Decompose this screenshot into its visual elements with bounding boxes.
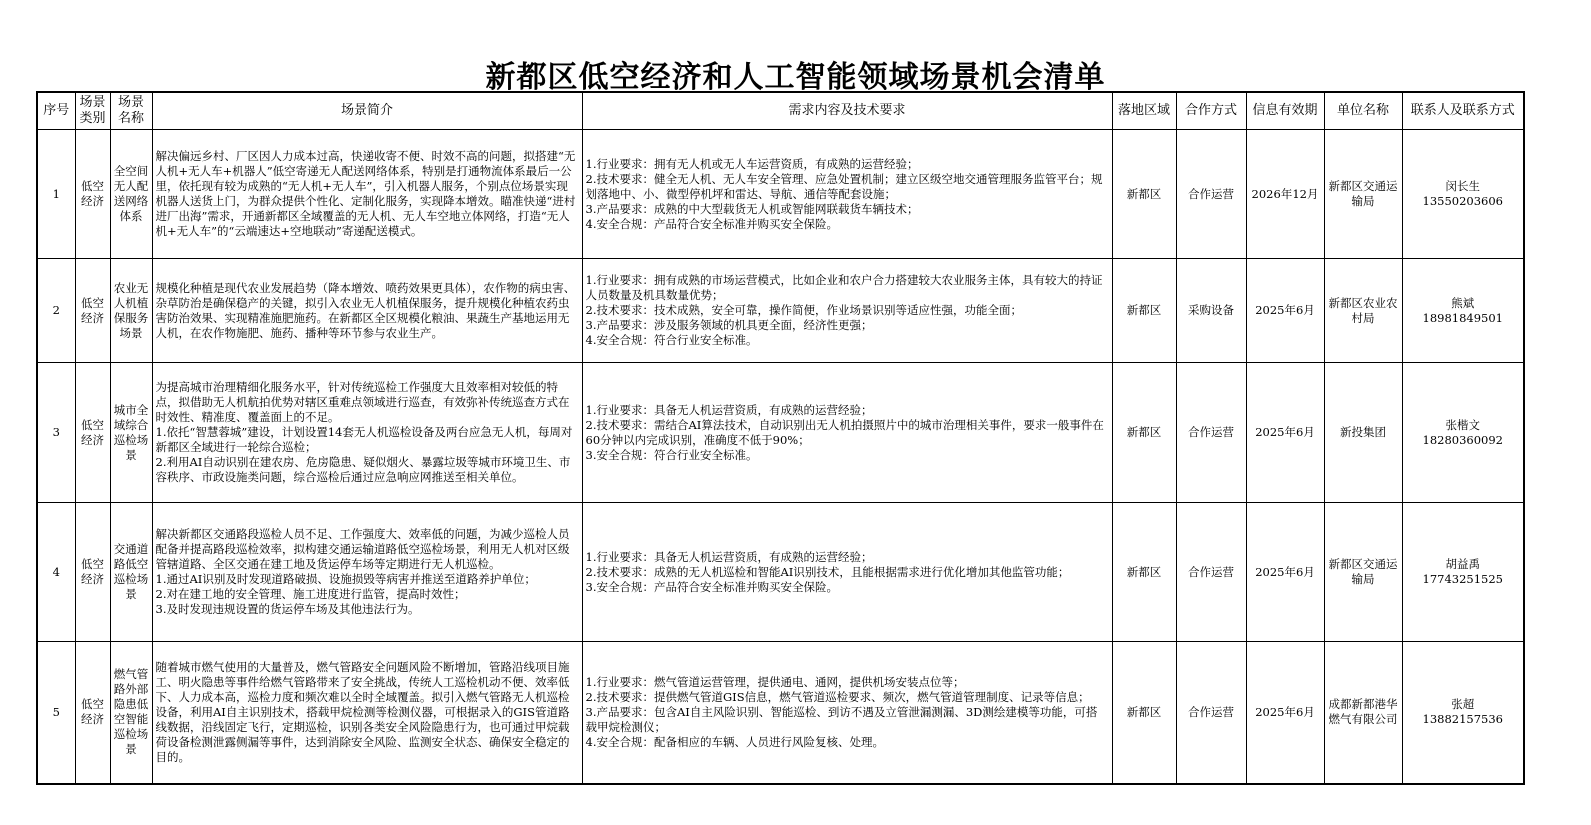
row-seq: 2 [37, 259, 75, 363]
row-coop: 合作运营 [1176, 642, 1246, 784]
row-category: 低空经济 [75, 259, 110, 363]
col-header-valid: 信息有效期 [1246, 92, 1324, 130]
col-header-category: 场景类别 [75, 92, 110, 130]
row-contact [1402, 363, 1524, 503]
row-seq: 4 [37, 503, 75, 642]
contact-phone: 18981849501 [1422, 310, 1503, 325]
row-contact [1402, 259, 1524, 363]
row-name: 燃气管路外部隐患低空智能巡检场景 [110, 642, 152, 784]
row-coop: 采购设备 [1176, 259, 1246, 363]
row-unit: 新都区交通运输局 [1324, 130, 1402, 259]
scenario-table [36, 91, 1525, 785]
col-header-intro: 场景简介 [152, 92, 582, 130]
row-category: 低空经济 [75, 363, 110, 503]
header-row [37, 92, 1524, 130]
contact-phone: 13550203606 [1422, 194, 1503, 208]
contact-phone: 17743251525 [1422, 572, 1503, 586]
contact-name: 熊斌 [1451, 295, 1475, 310]
row-intro: 随着城市燃气使用的大量普及，燃气管路安全问题风险不断增加，管路沿线项目施工、明火隐患等事件给燃气管路带来了安全挑战，传统人工巡检机动不便、效率低下、人力成本高，巡检力度和频次难以全时全域覆盖。拟引入燃气管路无人机巡检设备，利用AI自主识别技术，搭载甲烷检测等检测仪器，可根据录入的GIS管道路线数据，沿线固定飞行，定期巡检，识别各类安全风险隐患行为，也可通过甲烷载荷设备检测泄露侧漏等事件，达到消除安全风险、监测安全状态、确保安全稳定的目的。 [152, 642, 582, 784]
contact-name: 张楷文 [1445, 417, 1480, 432]
row-seq: 5 [37, 642, 75, 784]
row-intro: 解决新都区交通路段巡检人员不足、工作强度大、效率低的问题，为减少巡检人员配备并提高路段巡检效率，拟构建交通运输道路低空巡检场景，利用无人机对区级管辖道路、全区交通在建工地及货运停车场等定期进行无人机巡检。 1.通过AI识别及时发现道路破损、设施损毁等病害并推送至道路养护单位； 2.对在建工地的安全管理、施工进度进行监管，提高时效性； 3.及时发现违规设置的货运停车场及其他违法行为。 [152, 503, 582, 642]
row-intro: 为提高城市治理精细化服务水平，针对传统巡检工作强度大且效率相对较低的特点，拟借助无人机航拍优势对辖区重难点领域进行巡查，有效弥补传统巡查方式在时效性、精准度、覆盖面上的不足。 1.依托“智慧蓉城”建设，计划设置14套无人机巡检设备及两台应急无人机，每周对新都区全域进行一轮综合巡检； 2.利用AI自动识别在建农房、危房隐患、疑似烟火、暴露垃圾等城市环境卫生、市容秩序、市政设施类问题，综合巡检后通过应急响应网推送至相关单位。 [152, 363, 582, 503]
row-contact [1402, 130, 1524, 259]
table-row [37, 503, 1524, 642]
col-header-unit: 单位名称 [1324, 92, 1402, 130]
row-intro: 解决偏远乡村、厂区因人力成本过高，快递收寄不便、时效不高的问题，拟搭建“无人机+无人车+机器人”低空寄递无人配送网络体系，特别是打通物流体系最后一公里，依托现有较为成熟的“无人机+无人车”，引入机器人服务，个别点位场景实现机器人送货上门，为群众提供个性化、定制化服务，实现降本增效。瞄准快递“进村进厂出海”需求，开通新都区全域覆盖的无人机、无人车空地立体网络，打造“无人机+无人车”的“云端速达+空地联动”寄递配送模式。 [152, 130, 582, 259]
col-header-coop: 合作方式 [1176, 92, 1246, 130]
row-requirements: 1.行业要求：具备无人机运营资质，有成熟的运营经验； 2.技术要求：需结合AI算法技术，自动识别出无人机拍摄照片中的城市治理相关事件，要求一般事件在60分钟以内完成识别，准确度不低于90%； 3.安全合规：符合行业安全标准。 [582, 363, 1112, 503]
document-title: 新都区低空经济和人工智能领域场景机会清单 [485, 60, 1106, 95]
row-area: 新都区 [1112, 259, 1176, 363]
row-area: 新都区 [1112, 642, 1176, 784]
row-requirements: 1.行业要求：燃气管道运营管理，提供通电、通网，提供机场安装点位等； 2.技术要求：提供燃气管道GIS信息，燃气管道巡检要求、频次，燃气管道管理制度、记录等信息； 3.产品要求：包含AI自主风险识别、智能巡检、到访不遇及立管泄漏测漏、3D测绘建模等功能，可搭载甲烷检测仪； 4.安全合规：配备相应的车辆、人员进行风险复核、处理。 [582, 642, 1112, 784]
row-coop: 合作运营 [1176, 130, 1246, 259]
row-seq: 3 [37, 363, 75, 503]
row-unit: 新投集团 [1324, 363, 1402, 503]
row-requirements: 1.行业要求：具备无人机运营资质，有成熟的运营经验； 2.技术要求：成熟的无人机巡检和智能AI识别技术，且能根据需求进行优化增加其他监管功能； 3.安全合规：产品符合安全标准并购买安全保险。 [582, 503, 1112, 642]
row-name: 交通道路低空巡检场景 [110, 503, 152, 642]
row-area: 新都区 [1112, 503, 1176, 642]
table-row [37, 642, 1524, 784]
contact-phone: 13882157536 [1422, 712, 1503, 727]
row-area: 新都区 [1112, 130, 1176, 259]
contact-name: 胡益禹 [1445, 557, 1480, 571]
row-valid: 2025年6月 [1246, 503, 1324, 642]
col-header-name: 场景名称 [110, 92, 152, 130]
contact-phone: 18280360092 [1422, 432, 1503, 447]
row-name: 城市全域综合巡检场景 [110, 363, 152, 503]
row-unit: 新都区交通运输局 [1324, 503, 1402, 642]
row-requirements: 1.行业要求：拥有成熟的市场运营模式，比如企业和农户合力搭建较大农业服务主体，具有较大的持证人员数量及机具数量优势； 2.技术要求：技术成熟，安全可靠，操作简便，作业场景识别等适应性强，功能全面； 3.产品要求：涉及服务领域的机具更全面，经济性更强； 4.安全合规：符合行业安全标准。 [582, 259, 1112, 363]
row-valid: 2025年6月 [1246, 363, 1324, 503]
row-contact [1402, 503, 1524, 642]
row-requirements: 1.行业要求：拥有无人机或无人车运营资质，有成熟的运营经验； 2.技术要求：健全无人机、无人车安全管理、应急处置机制；建立区级空地交通管理服务监管平台；规划落地中、小、微型停机坪和雷达、导航、通信等配套设施； 3.产品要求：成熟的中大型载货无人机或智能网联载货车辆技术； 4.安全合规：产品符合安全标准并购买安全保险。 [582, 130, 1112, 259]
row-contact [1402, 642, 1524, 784]
table-row [37, 259, 1524, 363]
col-header-contact: 联系人及联系方式 [1402, 92, 1524, 130]
row-category: 低空经济 [75, 503, 110, 642]
col-header-seq: 序号 [37, 92, 75, 130]
col-header-area: 落地区域 [1112, 92, 1176, 130]
row-intro: 规模化种植是现代农业发展趋势（降本增效、喷药效果更具体），农作物的病虫害、杂草防治是确保稳产的关键，拟引入农业无人机植保服务，提升规模化种植农药虫害防治效果、实现精准施肥施药。在新都区全区规模化粮油、果蔬生产基地运用无人机，在农作物施肥、施药、播种等环节参与农业生产。 [152, 259, 582, 363]
row-seq: 1 [37, 130, 75, 259]
contact-name: 张超 [1451, 697, 1475, 712]
row-unit: 成都新都港华燃气有限公司 [1324, 642, 1402, 784]
col-header-requirements: 需求内容及技术要求 [582, 92, 1112, 130]
row-valid: 2026年12月 [1246, 130, 1324, 259]
row-category: 低空经济 [75, 130, 110, 259]
row-unit: 新都区农业农村局 [1324, 259, 1402, 363]
row-category: 低空经济 [75, 642, 110, 784]
table-row [37, 130, 1524, 259]
contact-name: 闵长生 [1445, 179, 1480, 193]
row-coop: 合作运营 [1176, 503, 1246, 642]
row-coop: 合作运营 [1176, 363, 1246, 503]
row-name: 全空间无人配送网络体系 [110, 130, 152, 259]
row-area: 新都区 [1112, 363, 1176, 503]
row-name: 农业无人机植保服务场景 [110, 259, 152, 363]
table-row [37, 363, 1524, 503]
row-valid: 2025年6月 [1246, 642, 1324, 784]
row-valid: 2025年6月 [1246, 259, 1324, 363]
